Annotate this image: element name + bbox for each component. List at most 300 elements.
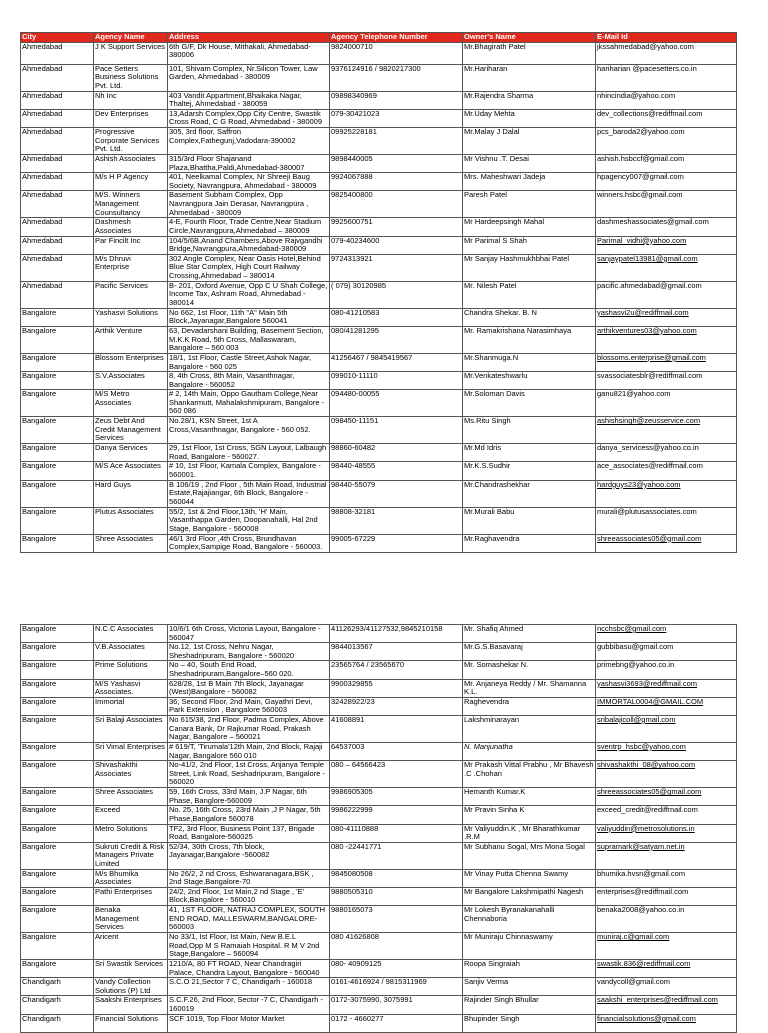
phone-text: 98440-48555 [331, 461, 376, 471]
table-row [21, 842, 737, 869]
city-text: Bangalore [22, 443, 57, 453]
email-cell [596, 191, 737, 218]
email-link[interactable]: valiyuddin@metrosolutions.in [597, 824, 695, 833]
owner-name-text: Mr Vishnu .T. Desai [464, 154, 529, 163]
address-cell [168, 906, 330, 933]
address-text: No-41/2, 2nd Floor, 1st Cross, Anjanya Temple Street, Link Road, Seshadripuram, Bangalore - 560020 [169, 760, 325, 787]
city-cell [21, 1014, 94, 1032]
address-text: 1210/A, 80 FT ROAD, Near Chandragiri Palace, Chandra Layout, Bangalore - 560040 [169, 959, 320, 977]
owner-name-cell [463, 661, 596, 679]
owner-name-cell [463, 254, 596, 281]
phone-text: 094480-00055 [331, 389, 380, 399]
city-text: Bangalore [22, 534, 57, 543]
city-cell [21, 906, 94, 933]
email-link[interactable]: winners.hsbc@gmail.com [597, 190, 683, 200]
email-link[interactable]: yashasvi2u@rediffmail.com [597, 308, 689, 317]
table-row [21, 480, 737, 507]
table-row [21, 742, 737, 760]
phone-cell [330, 1014, 463, 1032]
owner-name-cell [463, 643, 596, 661]
agency-name-cell [94, 742, 168, 760]
city-text: Bangalore [22, 389, 57, 399]
email-link[interactable]: ganu821@yahoo.com [597, 389, 671, 399]
address-cell [168, 679, 330, 697]
address-cell [168, 661, 330, 679]
agency-name-cell [94, 390, 168, 417]
phone-text: 9724313921 [331, 254, 373, 263]
address-text: No.28/1, KSN Street, 1st A Cross,Vasanthnagar, Bangalore - 560 052. [169, 416, 311, 434]
email-link[interactable]: sanjaypatel13981@gmail.com [597, 254, 698, 263]
owner-name-cell [463, 534, 596, 552]
owner-name-text: Chandra Shekar. B. N [464, 308, 537, 317]
owner-name-cell [463, 887, 596, 905]
address-text: 59, 16th Cross, 33rd Main, J.P Nagar, 6th Phase, Banglore-560009 [169, 787, 307, 805]
city-text: Bangalore [22, 959, 57, 969]
city-text: Chandigarh [22, 977, 61, 987]
phone-text: 9898440005 [331, 154, 373, 163]
agency-name-text: Aricent [95, 932, 119, 942]
agency-name-cell [94, 761, 168, 788]
email-link[interactable]: muniraj.c@gmail.com [597, 932, 670, 942]
email-link[interactable]: shivashakthi_08@yahoo.com [597, 760, 696, 770]
phone-cell [330, 697, 463, 715]
agency-name-cell [94, 869, 168, 887]
address-cell [168, 417, 330, 444]
city-cell [21, 806, 94, 824]
agency-name-text: Arthik Venture [95, 326, 143, 335]
owner-name-text: Mr Bangalore Lakshmipathi Nagesh [464, 887, 584, 896]
table-row [21, 788, 737, 806]
city-text: Bangalore [22, 480, 57, 489]
owner-name-cell [463, 788, 596, 806]
city-cell [21, 417, 94, 444]
agency-name-text: V.B.Associates [95, 642, 145, 652]
email-link[interactable]: financialsolutions@gmail.com [597, 1014, 696, 1023]
phone-text: 080-41210583 [331, 308, 380, 317]
email-cell [596, 308, 737, 326]
owner-name-text: Mr.Chandrashekhar [464, 480, 530, 489]
email-cell [596, 218, 737, 236]
email-link[interactable]: ashishsingh@zeusservice.com [597, 416, 701, 426]
city-text: Ahmedabad [22, 127, 63, 136]
agency-name-cell [94, 960, 168, 978]
email-link[interactable]: benaka2008@yahoo.co.in [597, 905, 685, 915]
phone-cell [330, 679, 463, 697]
email-link[interactable]: supramark@satyam.net.in [597, 842, 685, 851]
email-link[interactable]: Parimal_vidhi@yahoo.com [597, 236, 687, 245]
owner-name-text: Mr.G.S.Basavaraj [464, 642, 523, 652]
address-text: 305, 3rd floor, Saffron Complex,Fathegunj,Vadodara-390002 [169, 127, 296, 145]
email-cell [596, 842, 737, 869]
email-cell [596, 372, 737, 390]
email-cell [596, 507, 737, 534]
table-row [21, 507, 737, 534]
phone-cell [330, 842, 463, 869]
agency-name-text: J K Support Services [95, 42, 166, 51]
email-link[interactable]: jkssahmedabad@yahoo.com [597, 42, 694, 51]
address-cell [168, 869, 330, 887]
email-link[interactable]: pcs_baroda2@yahoo.com [597, 127, 685, 136]
email-cell [596, 173, 737, 191]
address-text: 401, Neelkamal Complex, Nr Shreeji Baug Society, Navrangpura, Ahmedabad - 380009 [169, 172, 317, 190]
owner-name-cell [463, 42, 596, 64]
address-text: No 615/38, 2nd Floor, Padma Complex, Above Canara Bank, Dr Rajkumar Road, Prakash Nagar, Bangalore – 560021 [169, 715, 324, 742]
phone-text: 080/41281295 [331, 326, 379, 335]
address-text: No – 40, South End Road, Sheshadripuram,Bangalore–560 020. [169, 660, 294, 678]
owner-name-text: Mr Hardeepsingh Mahal [464, 217, 545, 227]
email-cell [596, 236, 737, 254]
agency-name-text: Benaka Management Services [95, 905, 139, 932]
table-row [21, 679, 737, 697]
email-cell [596, 960, 737, 978]
phone-cell [330, 643, 463, 661]
city-text: Ahmedabad [22, 217, 63, 227]
phone-cell [330, 788, 463, 806]
city-text: Chandigarh [22, 1014, 61, 1023]
owner-name-text: Mr Prakash Vittal Prabhu , Mr Bhavesh .C .Chohan [464, 760, 594, 778]
city-cell [21, 679, 94, 697]
email-link[interactable]: sventrp_hsbc@yahoo.com [597, 742, 686, 751]
address-cell [168, 218, 330, 236]
phone-text: 23565764 / 23565670 [331, 660, 404, 670]
agency-name-cell [94, 715, 168, 742]
email-cell [596, 978, 737, 996]
phone-text: 9376124916 / 9820217300 [331, 64, 421, 73]
phone-text: 080 – 64566423 [331, 760, 386, 770]
email-link[interactable]: ace_associates@rediffmail.com [597, 461, 703, 471]
address-cell [168, 390, 330, 417]
owner-name-cell [463, 191, 596, 218]
city-cell [21, 869, 94, 887]
email-link[interactable]: hpagency007@gmail.com [597, 172, 684, 182]
city-cell [21, 761, 94, 788]
agency-name-cell [94, 507, 168, 534]
agency-name-text: N.C.C Associates [95, 624, 154, 633]
address-text: 302 Angle Complex, Near Oasis Hotel,Behind Blue Star Complex, High Court Railway Crossing,Ahmedabad – 380014 [169, 254, 321, 280]
owner-name-text: Mr.Murali Babu [464, 507, 515, 516]
owner-name-text: N. Manjunatha [464, 742, 513, 751]
address-text: SCF 1019, Top Floor Motor Market [169, 1014, 285, 1023]
address-cell [168, 236, 330, 254]
owner-name-cell [463, 960, 596, 978]
phone-text: 9845080508 [331, 869, 373, 878]
agency-name-cell [94, 154, 168, 172]
agency-name-cell [94, 906, 168, 933]
table-row [21, 661, 737, 679]
address-cell [168, 1014, 330, 1032]
city-cell [21, 218, 94, 236]
address-cell [168, 978, 330, 996]
agency-name-cell [94, 625, 168, 643]
phone-cell [330, 109, 463, 127]
city-text: Bangalore [22, 416, 57, 426]
agency-name-text: M/s H P Agency [95, 172, 149, 182]
owner-name-text: Mr.Venkateshwarlu [464, 371, 528, 381]
agency-name-cell [94, 236, 168, 254]
city-cell [21, 127, 94, 154]
address-text: Basement Subham Complex, Opp Navrangpura Jain Derasar, Navrangpura , Ahmedabad - 380009 [169, 190, 309, 217]
email-cell [596, 109, 737, 127]
address-text: 52/34, 30th Cross, 7th block, Jayanagar,Bangalore -560082 [169, 842, 270, 860]
phone-cell [330, 742, 463, 760]
email-cell [596, 996, 737, 1014]
address-text: 4-E, Fourth Floor, Trade Centre,Near Stadium Circle,Navrangpura,Ahmedabad – 380009 [169, 217, 322, 235]
agency-name-text: Hard Guys [95, 480, 131, 489]
city-cell [21, 742, 94, 760]
agency-name-cell [94, 372, 168, 390]
email-link[interactable]: nhincindia@yahoo.com [597, 91, 676, 100]
agency-name-text: Sri Swastik Services [95, 959, 163, 969]
owner-name-text: Mr Vinay Putta Chenna Swamy [464, 869, 569, 878]
address-cell [168, 996, 330, 1014]
table-row [21, 42, 737, 64]
agency-name-text: Nh Inc [95, 91, 117, 100]
table-row [21, 254, 737, 281]
email-cell [596, 281, 737, 308]
city-cell [21, 480, 94, 507]
owner-name-text: Mr.Shanmuga.N [464, 353, 519, 362]
email-link[interactable]: sribalajicoll@gmail.com [597, 715, 676, 724]
city-text: Bangalore [22, 624, 57, 633]
email-cell [596, 91, 737, 109]
email-link[interactable]: enterprises@rediffmail.com [597, 887, 689, 896]
owner-name-text: Mr. Somashekar N. [464, 660, 529, 670]
email-link[interactable]: saakshi_enterprises@rediffmail.com [597, 995, 718, 1005]
email-link[interactable]: danya_servicess@yahoo.co.in [597, 443, 699, 453]
email-link[interactable]: hardguys23@yahoo.com [597, 480, 681, 489]
owner-name-cell [463, 236, 596, 254]
phone-text: 32428922/23 [331, 697, 375, 706]
phone-cell [330, 127, 463, 154]
phone-text: 98860-60482 [331, 443, 376, 453]
agency-name-cell [94, 64, 168, 91]
city-text: Bangalore [22, 742, 57, 751]
agency-name-text: Pace Setters Business Solutions Pvt. Ltd. [95, 64, 159, 90]
address-text: No.12, 1st Cross, Nehru Nagar, Sheshadripuram, Bangalore - 560020 [169, 642, 295, 660]
email-cell [596, 254, 737, 281]
owner-name-cell [463, 869, 596, 887]
address-cell [168, 534, 330, 552]
table-row [21, 109, 737, 127]
city-text: Ahmedabad [22, 172, 63, 182]
email-link[interactable]: arthikventures03@yahoo.com [597, 326, 697, 335]
phone-cell [330, 154, 463, 172]
table-row [21, 281, 737, 308]
city-cell [21, 281, 94, 308]
agency-table-bottom [20, 624, 737, 1033]
agency-name-text: Par Fincilt Inc [95, 236, 141, 245]
owner-name-text: Mr.Rajendra Sharma [464, 91, 534, 100]
owner-name-cell [463, 824, 596, 842]
phone-text: 9880165073 [331, 905, 373, 915]
owner-name-cell [463, 326, 596, 353]
city-text: Bangalore [22, 787, 57, 797]
owner-name-cell [463, 218, 596, 236]
address-text: 10/6/1 6th Cross, Victoria Layout, Bangalore - 560047 [169, 624, 321, 642]
city-text: Ahmedabad [22, 91, 63, 100]
owner-name-text: Roopa Singraiah [464, 959, 520, 969]
owner-name-text: Mr Lokesh Byranakanahalli Chennaboria [464, 905, 555, 923]
header-email: E-Mail Id [596, 33, 737, 43]
email-link[interactable]: blossoms.enterprise@gmail.com [597, 353, 706, 362]
email-cell [596, 462, 737, 480]
city-cell [21, 254, 94, 281]
city-text: Bangalore [22, 353, 57, 362]
phone-cell [330, 191, 463, 218]
city-text: Bangalore [22, 824, 57, 833]
agency-name-cell [94, 218, 168, 236]
email-link[interactable]: vandycoll@gmail.com [597, 977, 671, 987]
city-cell [21, 534, 94, 552]
city-cell [21, 462, 94, 480]
email-cell [596, 1014, 737, 1032]
owner-name-cell [463, 806, 596, 824]
owner-name-cell [463, 353, 596, 371]
email-cell [596, 887, 737, 905]
city-text: Ahmedabad [22, 154, 63, 163]
email-link[interactable]: dev_collections@rediffmail.com [597, 109, 703, 118]
phone-text: 09925228181 [331, 127, 377, 136]
agency-name-cell [94, 933, 168, 960]
owner-name-cell [463, 127, 596, 154]
address-text: # 2, 14th Main, Oppo Gautham College,Near Shankarmutt, Mahalakshmipuram, Bangalore - 560 086 [169, 389, 325, 416]
phone-text: ( 079) 30120985 [331, 281, 387, 290]
city-text: Bangalore [22, 507, 57, 516]
address-text: 628/28, 1st B Main 7th Block, Jayanagar (West)Bangalore - 560082 [169, 679, 304, 697]
phone-text: 98440-55079 [331, 480, 376, 489]
owner-name-text: Mr.Md Idris [464, 443, 502, 453]
address-text: S.C.O 21,Sector 7 C, Chandigarh - 160018 [169, 977, 312, 987]
email-link[interactable]: murali@plutusassociates.com [597, 507, 697, 516]
email-link[interactable]: exceed_credit@rediffmail.com [597, 805, 698, 815]
email-link[interactable]: hariharian @pacesetters.co.in [597, 64, 697, 73]
email-link[interactable]: ashish.hsbccf@gmail.com [597, 154, 685, 163]
address-cell [168, 715, 330, 742]
agency-name-text: Yashasvi Solutions [95, 308, 158, 317]
agency-name-cell [94, 353, 168, 371]
phone-cell [330, 761, 463, 788]
address-cell [168, 127, 330, 154]
email-link[interactable]: shreeassociates05@gmail.com [597, 787, 702, 797]
phone-text: 080-41110888 [331, 824, 379, 833]
table-row [21, 534, 737, 552]
agency-name-text: M/S Metro Associates [95, 389, 132, 407]
address-text: No 26/2, 2 nd Cross, Eshwaranagara,BSK , 2nd Stage,Bangalore-70 [169, 869, 314, 887]
city-cell [21, 372, 94, 390]
agency-name-cell [94, 480, 168, 507]
phone-cell [330, 326, 463, 353]
email-link[interactable]: ncchsbc@gmail.com [597, 624, 667, 633]
email-link[interactable]: yashasvi3693@rediffmail.com [597, 679, 698, 688]
owner-name-cell [463, 933, 596, 960]
email-cell [596, 127, 737, 154]
phone-cell [330, 996, 463, 1014]
email-link[interactable]: swastik.836@rediffmail.com [597, 959, 691, 969]
table-header-row [21, 33, 737, 43]
table-row [21, 978, 737, 996]
agency-name-cell [94, 679, 168, 697]
email-link[interactable]: dashmeshassociates@gmail.com [597, 217, 709, 227]
address-cell [168, 507, 330, 534]
city-cell [21, 715, 94, 742]
city-cell [21, 933, 94, 960]
owner-name-cell [463, 417, 596, 444]
address-text: 46/1 3rd Floor ,4th Cross, Brundhavan Complex,Sampige Road, Bangalore - 560003. [169, 534, 323, 552]
city-cell [21, 173, 94, 191]
agency-name-text: M/S. Winners Management Counsultancy [95, 190, 141, 217]
agency-name-cell [94, 444, 168, 462]
address-cell [168, 462, 330, 480]
email-cell [596, 154, 737, 172]
phone-cell [330, 236, 463, 254]
agency-name-text: Financial Solutions [95, 1014, 158, 1023]
city-cell [21, 353, 94, 371]
agency-name-text: Exceed [95, 805, 121, 815]
table-row [21, 127, 737, 154]
address-cell [168, 444, 330, 462]
table-row [21, 462, 737, 480]
email-link[interactable]: IMMORTAL0004@GMAIL.COM [597, 697, 704, 706]
email-cell [596, 715, 737, 742]
email-link[interactable]: pacific.ahmedabad@gmail.com [597, 281, 702, 290]
email-link[interactable]: primebng@yahoo.co.in [597, 660, 675, 670]
agency-name-text: Pacific Services [95, 281, 148, 290]
email-link[interactable]: shreeassociates05@gmail.com [597, 534, 702, 543]
owner-name-text: Mr Muniraju Chinnaswamy [464, 932, 553, 942]
address-cell [168, 353, 330, 371]
table-row [21, 887, 737, 905]
owner-name-cell [463, 842, 596, 869]
address-cell [168, 254, 330, 281]
email-link[interactable]: svassociatesblr@rediffmail.com [597, 371, 703, 381]
email-cell [596, 933, 737, 960]
address-text: S.C.F.26, 2nd Floor, Sector -7 C, Chandigarh - 160019 [169, 995, 323, 1014]
owner-name-text: Mr Parimal S Shah [464, 236, 527, 245]
phone-cell [330, 218, 463, 236]
phone-cell [330, 906, 463, 933]
phone-text: 0161-4616924 / 9815311969 [331, 977, 427, 987]
owner-name-cell [463, 507, 596, 534]
owner-name-text: Mr.Bhagirath Patel [464, 42, 526, 51]
agency-name-text: Progressive Corporate Services Pvt. Ltd. [95, 127, 160, 154]
phone-cell [330, 173, 463, 191]
city-text: Bangalore [22, 805, 57, 815]
email-cell [596, 643, 737, 661]
owner-name-text: Mr.Malay J Dalal [464, 127, 520, 136]
header-city: City [21, 33, 94, 43]
city-text: Bangalore [22, 326, 57, 335]
address-text: No 662, 1st Floor, 11th "A" Main 5th Block,Jayanagar,Bangalore 560041 [169, 308, 288, 326]
table-body-top [21, 42, 737, 552]
city-text: Bangalore [22, 371, 57, 381]
email-cell [596, 390, 737, 417]
agency-name-text: Shree Associates [95, 787, 153, 797]
email-cell [596, 679, 737, 697]
city-text: Ahmedabad [22, 254, 63, 263]
address-text: 104/5/6B,Anand Chambers,Above Rajvgandhi Bridge,Navrangpura,Ahmedabad-380009 [169, 236, 323, 254]
email-link[interactable]: gubbibasu@gmail.com [597, 642, 674, 652]
address-text: # 619/T, 'Tirumala'12th Main, 2nd Block, Rajaji Nagar, Bangalore 560 010 [169, 742, 323, 760]
agency-name-cell [94, 842, 168, 869]
agency-name-text: Sukruti Credit & Risk Managers Private Limited [95, 842, 165, 868]
city-text: Bangalore [22, 842, 57, 851]
phone-text: 9900329855 [331, 679, 373, 688]
email-link[interactable]: bhumika.hvsn@gmail.com [597, 869, 686, 878]
phone-text: 9880505310 [331, 887, 373, 896]
city-text: Bangalore [22, 932, 57, 942]
phone-cell [330, 254, 463, 281]
phone-text: 099010-11110 [331, 371, 378, 381]
